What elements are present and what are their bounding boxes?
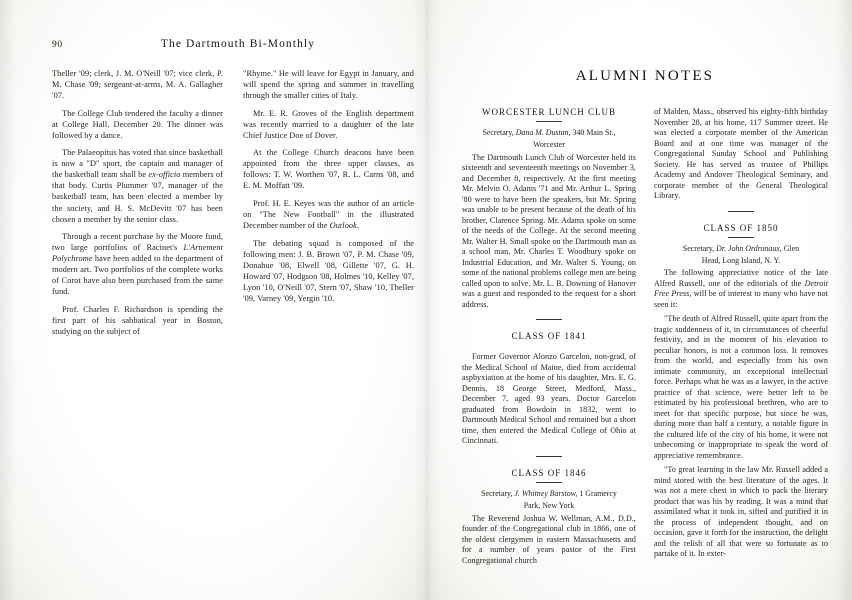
secretary-city: Worcester bbox=[533, 140, 565, 150]
spacer bbox=[462, 344, 636, 352]
secretary-city-line bbox=[462, 140, 636, 150]
secretary-name: Dana M. Dustan, bbox=[515, 128, 571, 137]
right-column-2 bbox=[654, 107, 828, 566]
right-page-content bbox=[462, 68, 828, 566]
secretary-city-line bbox=[654, 256, 828, 266]
section-separator-rule bbox=[536, 456, 562, 457]
heading-rule bbox=[728, 237, 754, 238]
paragraph: The Dartmouth Lunch Club of Worcester held its sixteenth and seventeenth meetings on November 3, and December 8, respectively. At the first meeting Mr. Melvin O. Adams '71 and Mr. Arthur L. Spring '80 were to have been the speakers, but Mr. Spring was unable to be present because of the death of his brother, Clarence Spring. Mr. Adams spoke on some of the needs of the College. At the second meeting Mr. Walter H. Small spoke on the Dartmouth man as a school man, Mr. Charles T. Woodbury spoke on Industrial Education, and Mr. Walter S. Young, on some of the national problems college men are being called upon to solve. Mr. L. B. Downing of Hanover was a guest and responded to the request for a short address. bbox=[462, 152, 636, 309]
section-separator-rule bbox=[728, 211, 754, 212]
heading-rule bbox=[536, 482, 562, 483]
class-1846-heading: CLASS OF 1846 bbox=[511, 467, 587, 478]
left-page-content bbox=[52, 38, 414, 337]
paragraph: of Malden, Mass., observed his eighty-fifth birthday November 28, at his home, 117 Summer street. He was elected a corporate member of the American Board and at one time was manager of the Congregational Sunday School and Publishing Society. He has served as trustee of Phillips Academy and Andover Theological Seminary, and corporate member of the General Theological Library. bbox=[654, 107, 828, 200]
class-1841-heading: CLASS OF 1841 bbox=[511, 331, 587, 342]
paragraph: "To great learning in the law Mr. Russell added a mind stored with the best literature of the ages. It was not a mere chest in which to pack the literary product that was his by reading. It was a mind that assimilated what it took in, sifted and purified it in the process of independent thought, and on occasion, gave it forth for the instruction, the delight and the relish of all that were so fortunate as to partake of it. In exter- bbox=[654, 465, 828, 559]
secretary-city: Head, Long Island, N. Y. bbox=[701, 255, 781, 265]
section-title: ALUMNI NOTES bbox=[575, 68, 715, 84]
left-column-1 bbox=[52, 68, 223, 337]
paragraph: The debating squad is composed of the following men: J. B. Brown '07, P. M. Chase '09, Donahue '08, Elwell '08, Gillette '07, G. H. Howard '07, Hodgson '08, Holmes '10, Kelley '07, Lyon '10, O'Neill '07, Stern '07, Shaw '10, Theller '09, Varney '09, Yergin '10. bbox=[243, 238, 414, 303]
left-page-edge-shadow bbox=[0, 0, 16, 600]
paragraph: "Rhyme." He will leave for Egypt in January, and will spend the spring and summer in travelling through the smaller cities of Italy. bbox=[243, 69, 414, 101]
secretary-name: J. Whitney Barstow, bbox=[514, 488, 578, 498]
secretary-label: Secretary, bbox=[482, 128, 514, 137]
secretary-city: Park, New York bbox=[523, 501, 575, 511]
right-column-1 bbox=[462, 107, 636, 566]
right-page bbox=[426, 0, 852, 600]
publication-title: The Dartmouth Bi-Monthly bbox=[160, 38, 316, 50]
paragraph: Mr. E. R. Groves of the English department was recently married to a daughter of the late Chief Justice Doe of Dover. bbox=[243, 108, 414, 140]
paragraph: The following appreciative notice of the late Alfred Russell, one of the editorials of the Detroit Free Press, will be of interest to many who have not seen it: bbox=[654, 268, 829, 309]
secretary-line bbox=[462, 128, 636, 138]
secretary-address: Glen bbox=[783, 243, 800, 253]
secretary-address: 1 Gramercy bbox=[579, 488, 617, 498]
section-separator-rule bbox=[536, 319, 562, 320]
secretary-address: 340 Main St., bbox=[572, 128, 616, 137]
secretary-name: Dr. John Ordronaux, bbox=[716, 243, 782, 253]
paragraph: The Palaeopitus has voted that since basketball is now a "D" sport, the captain and manager of the basketball team shall be ex-officio members of that body. Curtis Plummer '07, manager of the basketball team, has been elected a member by the society, and H. S. McDevitt '07 has been chosen a member by the senior class. bbox=[52, 148, 223, 224]
right-page-edge-shadow bbox=[836, 0, 852, 600]
secretary-line bbox=[462, 489, 636, 499]
paragraph: Prof. Charles F. Richardson is spending the first part of his sabbatical year in Boston, studying on the subject of bbox=[52, 304, 223, 336]
class-1850-heading: CLASS OF 1850 bbox=[703, 222, 779, 233]
worcester-lunch-club-heading: WORCESTER LUNCH CLUB bbox=[481, 107, 616, 117]
paragraph: The College Club tendered the faculty a dinner at College Hall, December 20. The dinner was followed by a dance. bbox=[52, 108, 223, 140]
paragraph: Prof. H. E. Keyes was the author of an article on "The New Football" in the illustrated December number of the Outlook. bbox=[243, 198, 414, 231]
secretary-label: Secretary, bbox=[682, 243, 715, 253]
paragraph: Former Governor Alonzo Garcelon, non-grad, of the Medical School of Maine, died from accidental asphyxiation at the home of his daughter, Mrs. E. G. Dennis, 18 George Street, Medford, Mass., December 7, aged 93 years. Doctor Garcelon graduated from Bowdoin in 1832, went to Dartmouth Medical School and remained but a short time, then entered the Medical College of Ohio at Cincinnati. bbox=[462, 352, 636, 446]
left-column-2 bbox=[243, 68, 414, 337]
paragraph: The Reverend Joshua W. Wellman, A.M., D.D., founder of the Congregational club in 1866, one of the oldest clergymen in eastern Massachusetts and for a number of years pastor of the First Congregational church bbox=[462, 513, 636, 565]
left-page-columns bbox=[52, 68, 414, 337]
paragraph: "The death of Alfred Russell, quite apart from the tragic suddenness of it, in circumstances of cheerful festivity, and in the moment of his elevation to peculiar honors, is not a common loss. It removes from the world, and especially from his own intimate community, an exceptional intellectual force. Perhaps what he was as a lawyer, in the active practice of that science, were better left to be estimated by his professional brethren, who are to meet for that specific purpose, but since he was, during more than half a century, a notable figure in the cultured life of the city of his home, it were not unbecoming or inappropriate to speak the word of appreciative remembrance. bbox=[654, 314, 828, 460]
paragraph: Through a recent purchase by the Moore fund, two large portfolios of Racinet's L'Arnement Polychrome have been added to the department of modern art. Two portfolios of the complete works of Corot have also been purchased from the same fund. bbox=[52, 232, 223, 297]
heading-rule bbox=[536, 121, 562, 122]
right-page-columns bbox=[462, 107, 828, 566]
page-number: 90 bbox=[52, 40, 63, 50]
running-head bbox=[52, 38, 414, 54]
secretary-line bbox=[654, 244, 828, 254]
secretary-label: Secretary, bbox=[481, 488, 513, 498]
secretary-city-line bbox=[462, 501, 636, 511]
paragraph: Theller '09; clerk, J. M. O'Neill '07; vice clerk, P. M. Chase '09; sergeant-at-arms, M. A. Gallagher '07. bbox=[52, 69, 223, 101]
paragraph: At the College Church deacons have been appointed from the three upper classes, as follows: T. W. Worthen '07, R. L. Carns '08, and E. M. Moffatt '09. bbox=[243, 148, 414, 191]
